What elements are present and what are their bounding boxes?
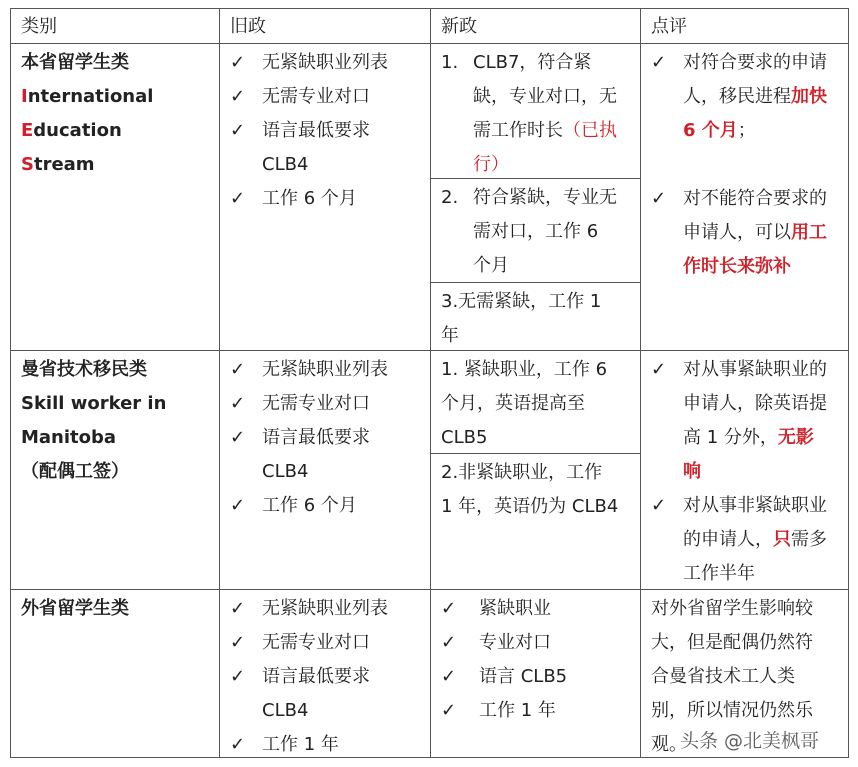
- checkmark-icon: ✓: [230, 598, 246, 619]
- new-policy-cell: [431, 44, 641, 179]
- cell-text: 人，移民进程: [683, 86, 791, 107]
- cell-line: [651, 455, 846, 489]
- cell-line: [21, 421, 217, 455]
- cell-line: [441, 421, 638, 455]
- checkmark-icon: ✓: [230, 188, 246, 209]
- cell-line: [441, 319, 638, 353]
- cell-text: 工作 1 年: [479, 700, 556, 721]
- cell-line: [230, 626, 428, 660]
- cell-text: 符合紧缺，专业无: [473, 187, 617, 208]
- cell-line: [651, 46, 846, 80]
- cell-line: [441, 660, 638, 694]
- cell-text: CLB4: [262, 461, 309, 482]
- cell-line: [21, 353, 217, 387]
- cell-line: [230, 182, 428, 216]
- cell-text: 个月: [473, 255, 509, 276]
- cell-text: （配偶工签）: [21, 461, 129, 482]
- header-new-policy: 新政: [431, 9, 641, 44]
- cell-text: 的申请人，: [683, 529, 773, 550]
- cell-line: [21, 455, 217, 489]
- cell-text: tream: [33, 154, 95, 175]
- cell-text: CLB5: [441, 427, 488, 448]
- highlighted-text: （已执: [563, 120, 617, 141]
- comment-cell: [641, 351, 849, 590]
- cell-text: 无紧缺职业列表: [262, 359, 388, 380]
- new-policy-cell: [431, 283, 641, 351]
- cell-line: [441, 80, 638, 114]
- checkmark-icon: ✓: [441, 598, 457, 619]
- cell-line: [441, 215, 638, 249]
- cell-line: [441, 490, 638, 524]
- cell-line: [21, 46, 217, 80]
- item-number: 1.: [441, 52, 459, 73]
- cell-line: [651, 250, 846, 284]
- cell-text: CLB4: [262, 700, 309, 721]
- new-policy-cell: [431, 179, 641, 283]
- checkmark-icon: ✓: [230, 52, 246, 73]
- cell-line: [230, 114, 428, 148]
- cell-text: 观。: [651, 734, 687, 755]
- cell-text: Skill worker in: [21, 393, 167, 414]
- cell-text: 语言最低要求: [262, 427, 370, 448]
- cell-text: 工作 6 个月: [262, 495, 357, 516]
- highlighted-text: 只: [773, 529, 791, 550]
- checkmark-icon: ✓: [230, 427, 246, 448]
- cell-text: 专业对口: [479, 632, 551, 653]
- cell-line: [230, 592, 428, 626]
- header-old-policy: 旧政: [220, 9, 431, 44]
- highlighted-text: 加快: [791, 86, 827, 107]
- cell-text: 对从事非紧缺职业: [683, 495, 827, 516]
- cell-line: [441, 592, 638, 626]
- cell-text: 外省留学生类: [21, 598, 129, 619]
- cell-text: 本省留学生类: [21, 52, 129, 73]
- highlighted-text: S: [21, 154, 34, 175]
- cell-line: [230, 353, 428, 387]
- cell-line: [651, 592, 846, 626]
- cell-line: [651, 80, 846, 114]
- category-cell: [11, 590, 220, 758]
- checkmark-icon: ✓: [230, 120, 246, 141]
- old-policy-cell: [220, 351, 431, 590]
- cell-line: [230, 421, 428, 455]
- cell-text: 申请人，可以: [683, 222, 791, 243]
- cell-text: CLB7，符合紧: [473, 52, 592, 73]
- cell-text: 无紧缺职业列表: [262, 52, 388, 73]
- new-policy-cell: [431, 351, 641, 454]
- cell-line: [21, 148, 217, 182]
- checkmark-icon: ✓: [230, 632, 246, 653]
- cell-line: [230, 387, 428, 421]
- watermark: 头条 @北美枫哥: [680, 730, 820, 752]
- old-policy-cell: [220, 590, 431, 758]
- cell-text: ducation: [33, 120, 122, 141]
- cell-line: [230, 728, 428, 762]
- checkmark-icon: ✓: [230, 86, 246, 107]
- cell-line: [21, 387, 217, 421]
- cell-text: 对从事紧缺职业的: [683, 359, 827, 380]
- highlighted-text: E: [21, 120, 34, 141]
- cell-text: 对不能符合要求的: [683, 188, 827, 209]
- checkmark-icon: ✓: [651, 52, 667, 73]
- cell-text: 大，但是配偶仍然符: [651, 632, 813, 653]
- cell-line: [651, 148, 846, 182]
- cell-text: 高 1 分外，: [683, 427, 778, 448]
- cell-line: [441, 181, 638, 215]
- cell-text: 合曼省技术工人类: [651, 666, 795, 687]
- cell-line: [441, 694, 638, 728]
- highlighted-text: 作时长来弥补: [683, 256, 791, 277]
- cell-text: 语言最低要求: [262, 120, 370, 141]
- cell-text: 无需专业对口: [262, 393, 370, 414]
- cell-text: ；: [737, 120, 756, 141]
- cell-line: [21, 592, 217, 626]
- checkmark-icon: ✓: [230, 495, 246, 516]
- cell-text: 申请人，除英语提: [683, 393, 827, 414]
- cell-text: 个月，英语提高至: [441, 393, 585, 414]
- checkmark-icon: ✓: [651, 188, 667, 209]
- highlighted-text: 响: [683, 461, 701, 482]
- cell-line: [651, 626, 846, 660]
- cell-text: 工作 1 年: [262, 734, 339, 755]
- checkmark-icon: ✓: [441, 666, 457, 687]
- cell-text: 3.无需紧缺，工作 1: [441, 291, 602, 312]
- cell-line: [441, 114, 638, 148]
- cell-line: [230, 80, 428, 114]
- cell-line: [230, 489, 428, 523]
- checkmark-icon: ✓: [441, 700, 457, 721]
- cell-text: 工作半年: [683, 563, 755, 584]
- category-cell: [11, 351, 220, 590]
- cell-line: [441, 353, 638, 387]
- cell-text: CLB4: [262, 154, 309, 175]
- cell-line: [441, 387, 638, 421]
- cell-text: Manitoba: [21, 427, 117, 448]
- category-cell: [11, 44, 220, 351]
- cell-text: 需多: [791, 529, 827, 550]
- cell-line: [651, 182, 846, 216]
- cell-line: [441, 626, 638, 660]
- cell-line: [651, 421, 846, 455]
- cell-line: [21, 114, 217, 148]
- cell-text: nternational: [27, 86, 154, 107]
- cell-line: [230, 46, 428, 80]
- checkmark-icon: ✓: [230, 359, 246, 380]
- highlighted-text: I: [21, 86, 28, 107]
- cell-line: [651, 114, 846, 148]
- cell-text: 无紧缺职业列表: [262, 598, 388, 619]
- highlighted-text: 6 个月: [683, 120, 738, 141]
- cell-line: [651, 660, 846, 694]
- checkmark-icon: ✓: [651, 359, 667, 380]
- cell-line: [651, 353, 846, 387]
- cell-text: 需对口，工作 6: [473, 221, 599, 242]
- checkmark-icon: ✓: [441, 632, 457, 653]
- cell-text: 语言 CLB5: [479, 666, 568, 687]
- cell-line: [441, 456, 638, 490]
- cell-line: [651, 557, 846, 591]
- cell-text: 别，所以情况仍然乐: [651, 700, 813, 721]
- cell-line: [651, 387, 846, 421]
- policy-comparison-table: [10, 8, 849, 758]
- cell-line: [230, 148, 428, 182]
- cell-line: [230, 660, 428, 694]
- cell-line: [651, 216, 846, 250]
- cell-line: [441, 249, 638, 283]
- cell-text: 年: [441, 325, 459, 346]
- cell-text: 缺，专业对口，无: [473, 86, 617, 107]
- cell-text: 1. 紧缺职业，工作 6: [441, 359, 608, 380]
- comment-cell: [641, 44, 849, 351]
- checkmark-icon: ✓: [230, 393, 246, 414]
- checkmark-icon: ✓: [230, 666, 246, 687]
- cell-text: 2.非紧缺职业，工作: [441, 462, 603, 483]
- cell-line: [230, 455, 428, 489]
- cell-line: [441, 148, 638, 182]
- cell-text: 紧缺职业: [479, 598, 551, 619]
- cell-text: 对符合要求的申请: [683, 52, 827, 73]
- highlighted-text: 用工: [791, 222, 827, 243]
- cell-line: [651, 523, 846, 557]
- cell-text: 语言最低要求: [262, 666, 370, 687]
- new-policy-cell: [431, 454, 641, 590]
- cell-text: 1 年，英语仍为 CLB4: [441, 496, 619, 517]
- cell-line: [21, 80, 217, 114]
- cell-text: 无需专业对口: [262, 632, 370, 653]
- checkmark-icon: ✓: [230, 734, 246, 755]
- header-comment: 点评: [641, 9, 849, 44]
- new-policy-cell: [431, 590, 641, 758]
- highlighted-text: 无影: [777, 427, 814, 448]
- cell-line: [651, 489, 846, 523]
- cell-text: 无需专业对口: [262, 86, 370, 107]
- header-category: 类别: [11, 9, 220, 44]
- checkmark-icon: ✓: [651, 495, 667, 516]
- cell-line: [651, 694, 846, 728]
- cell-text: 对外省留学生影响较: [651, 598, 813, 619]
- cell-text: 工作 6 个月: [262, 188, 357, 209]
- cell-line: [230, 694, 428, 728]
- cell-line: [441, 285, 638, 319]
- cell-text: 需工作时长: [473, 120, 563, 141]
- cell-text: 曼省技术移民类: [21, 359, 147, 380]
- highlighted-text: 行）: [473, 154, 509, 175]
- old-policy-cell: [220, 44, 431, 351]
- item-number: 2.: [441, 187, 459, 208]
- cell-line: [441, 46, 638, 80]
